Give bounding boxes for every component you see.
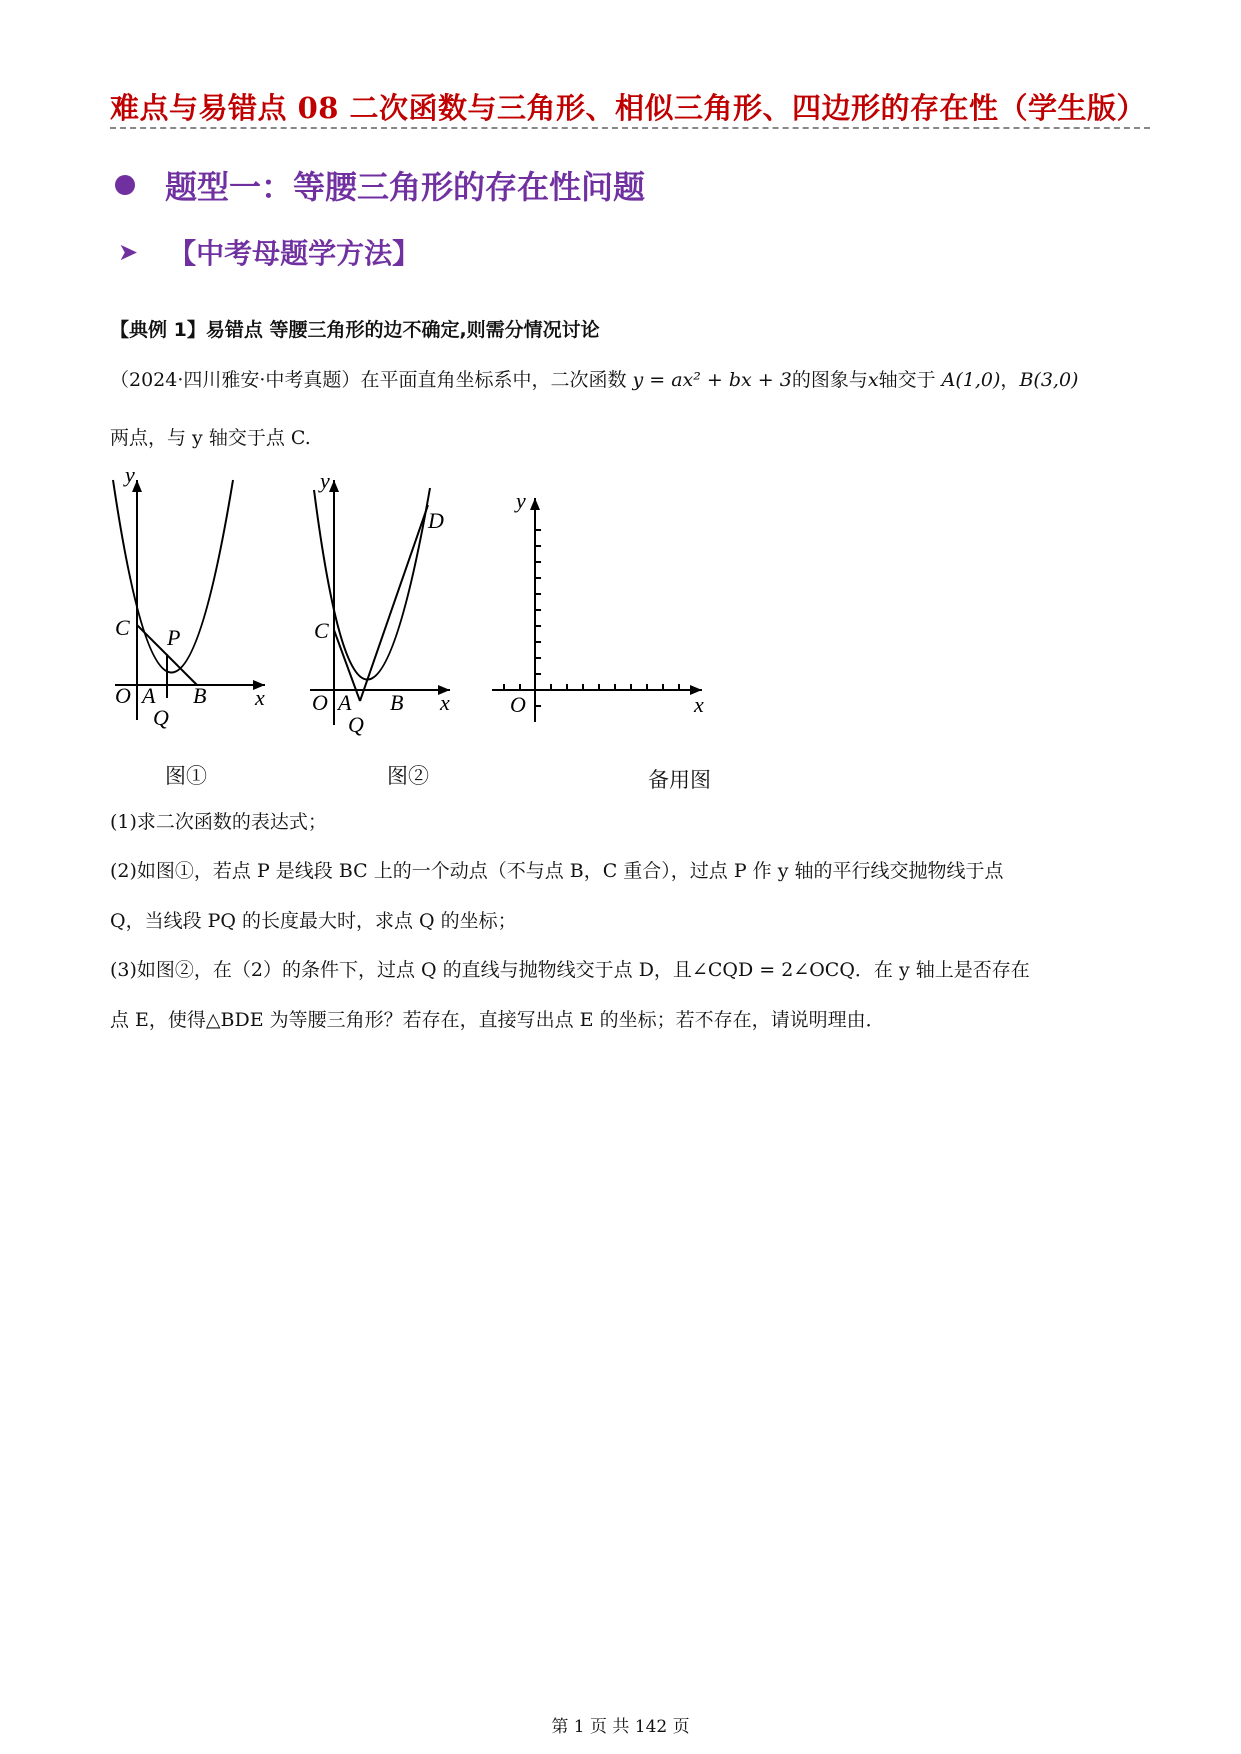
problem-text: 在平面直角坐标系中，二次函数 [360,369,627,391]
fig1-label-p: P [167,625,181,650]
fig1-label-q: Q [153,705,169,730]
problem-statement-line2: 两点，与 y 轴交于点 C. [110,427,311,449]
figure-1 [113,470,265,730]
subsection-heading [118,232,420,272]
subsection-title: 【中考母题学方法】 [168,237,421,270]
spare-label-y: y [516,488,526,513]
question-1: (1)求二次函数的表达式； [110,811,327,833]
fig2-label-q: Q [348,712,364,737]
spare-label-o: O [510,692,526,717]
page-footer: 第 1 页 共 142 页 [551,1717,690,1737]
point-a: A(1,0) [941,369,1001,391]
document-title: 难点与易错点 08 二次函数与三角形、相似三角形、四边形的存在性（学生版） [110,91,1147,125]
fig2-label-c: C [314,618,329,643]
example-label: 【典例 1】易错点 等腰三角形的边不确定,则需分情况讨论 [110,319,600,341]
caption-figure-spare: 备用图 [648,768,711,792]
fig2-parabola [314,488,430,680]
question-2-line2: Q，当线段 PQ 的长度最大时，求点 Q 的坐标； [110,910,517,932]
question-3-line1: (3)如图②，在（2）的条件下，过点 Q 的直线与抛物线交于点 D，且∠CQD = 2∠OCQ．在 y 轴上是否存在 [110,959,1030,981]
section-heading [115,162,645,208]
fig1-label-c: C [115,615,130,640]
fig1-label-o: O [115,683,131,708]
figure-spare [492,488,704,722]
caption-figure-2: 图② [387,764,429,788]
quadratic-equation: y = ax² + bx + 3 [632,369,792,391]
fig2-y-arrow-icon [329,480,339,492]
fig1-label-b: B [193,683,207,708]
figures-group [105,470,825,800]
question-2-line1: (2)如图①，若点 P 是线段 BC 上的一个动点（不与点 B，C 重合），过点 P 作 y 轴的平行线交抛物线于点 [110,860,1004,882]
arrow-bullet-icon: ➤ [118,238,139,266]
fig1-label-x: x [255,685,265,710]
figure-2 [310,470,450,737]
header-divider [110,127,1150,129]
fig2-label-x: x [440,690,450,715]
section-title: 题型一：等腰三角形的存在性问题 [165,168,646,206]
point-b: B(3,0) [1019,369,1079,391]
problem-text-mid: 的图象与 [791,369,868,391]
caption-figure-1: 图① [165,764,207,788]
spare-y-arrow-icon [530,498,540,510]
fig2-label-b: B [390,690,404,715]
bullet-dot-icon [115,175,135,195]
problem-source: （2024·四川雅安·中考真题） [110,369,361,391]
fig2-segment-qd [360,505,428,701]
fig1-label-y: y [125,470,135,487]
fig2-label-y: y [320,470,330,493]
x-axis-symbol: x [867,369,879,391]
fig2-label-a: A [338,690,352,715]
fig2-label-o: O [312,690,328,715]
problem-statement-line1: （2024·四川雅安·中考真题）在平面直角坐标系中，二次函数 y = ax² + bx + 3的图象与x轴交于 A(1,0)，B(3,0) [110,369,1079,391]
fig2-label-d: D [428,508,444,533]
problem-text-tail: 轴交于 [878,369,936,391]
fig1-label-a: A [142,683,156,708]
question-3-line2: 点 E，使得△BDE 为等腰三角形？若存在，直接写出点 E 的坐标；若不存在，请说明理由． [110,1009,885,1031]
spare-label-x: x [694,692,704,717]
